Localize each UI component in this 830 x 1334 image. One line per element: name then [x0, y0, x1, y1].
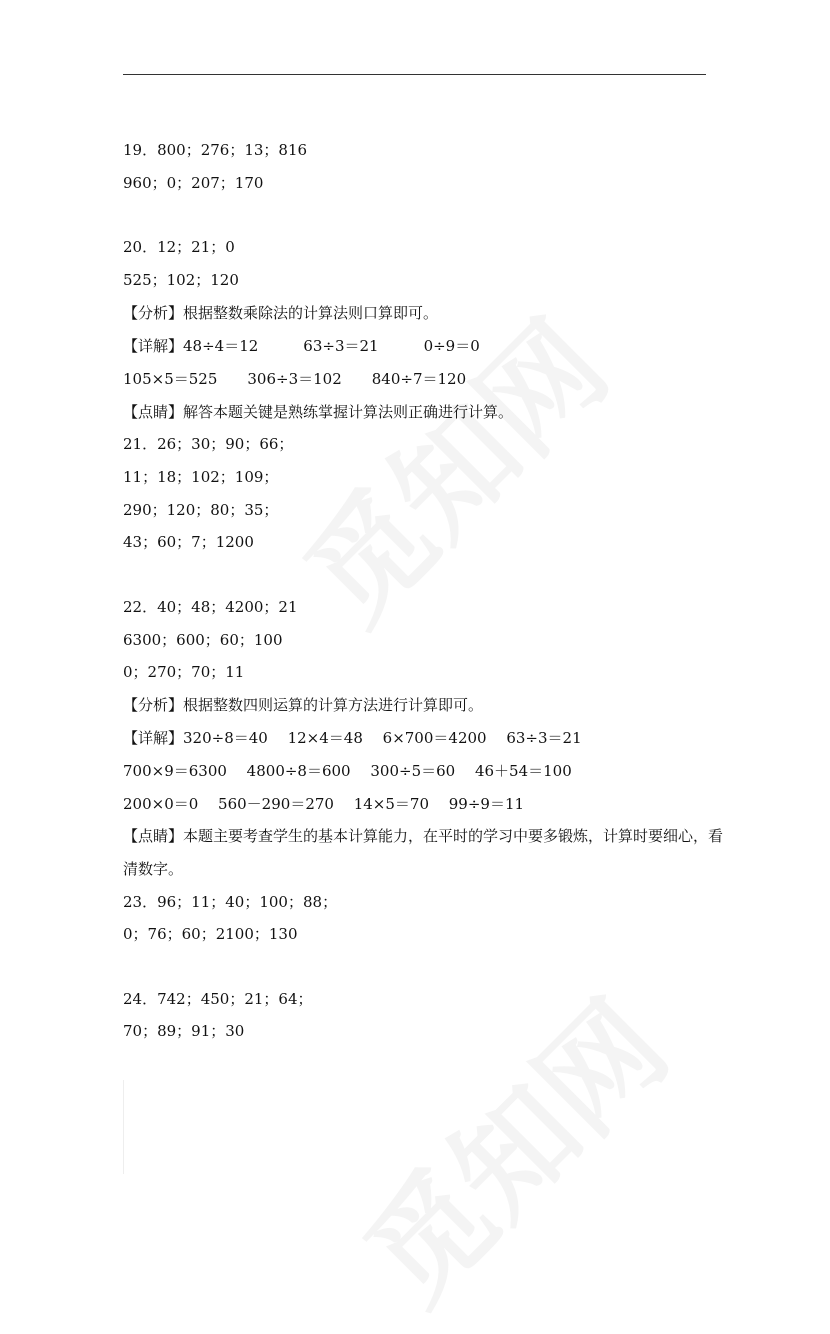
answer-21-line-3: 290；120；80；35； — [123, 501, 279, 519]
answer-21-line-4: 43；60；7；1200 — [123, 533, 254, 551]
answer-22-comment-1: 【点睛】本题主要考查学生的基本计算能力，在平时的学习中要多锻炼，计算时要细心，看 — [123, 827, 724, 845]
answer-19-line-1: 19．800；276；13；816 — [123, 141, 308, 159]
answer-20-analysis: 【分析】根据整数乘除法的计算法则口算即可。 — [123, 304, 439, 322]
answer-24-line-1: 24．742；450；21；64； — [123, 990, 313, 1008]
answer-22-detail-1: 【详解】320÷8＝40 12×4＝48 6×700＝4200 63÷3＝21 — [123, 729, 582, 747]
answer-22-detail-2: 700×9＝6300 4800÷8＝600 300÷5＝60 46＋54＝100 — [123, 762, 572, 780]
answer-23-line-1: 23．96；11；40；100；88； — [123, 893, 338, 911]
answer-22-line-1: 22．40；48；4200；21 — [123, 598, 298, 616]
answer-22-line-2: 6300；600；60；100 — [123, 631, 283, 649]
header-rule — [123, 74, 706, 75]
answer-20-line-1: 20．12；21；0 — [123, 238, 235, 256]
answer-23-line-2: 0；76；60；2100；130 — [123, 925, 298, 943]
answer-22-line-3: 0；270；70；11 — [123, 663, 245, 681]
margin-line — [123, 1080, 124, 1174]
watermark — [262, 278, 638, 654]
answer-20-detail-2: 105×5＝525 306÷3＝102 840÷7＝120 — [123, 370, 467, 388]
answer-22-detail-3: 200×0＝0 560－290＝270 14×5＝70 99÷9＝11 — [123, 795, 525, 813]
answer-20-comment: 【点睛】解答本题关键是熟练掌握计算法则正确进行计算。 — [123, 403, 514, 421]
answer-20-line-2: 525；102；120 — [123, 271, 239, 289]
answer-20-detail-1: 【详解】48÷4＝12 63÷3＝21 0÷9＝0 — [123, 337, 480, 355]
watermark — [322, 958, 698, 1334]
answer-22-analysis: 【分析】根据整数四则运算的计算方法进行计算即可。 — [123, 696, 484, 714]
answer-21-line-2: 11；18；102；109； — [123, 468, 279, 486]
answer-24-line-2: 70；89；91；30 — [123, 1022, 245, 1040]
answer-22-comment-2: 清数字。 — [123, 860, 184, 878]
answer-21-line-1: 21．26；30；90；66； — [123, 435, 294, 453]
answer-19-line-2: 960；0；207；170 — [123, 174, 264, 192]
